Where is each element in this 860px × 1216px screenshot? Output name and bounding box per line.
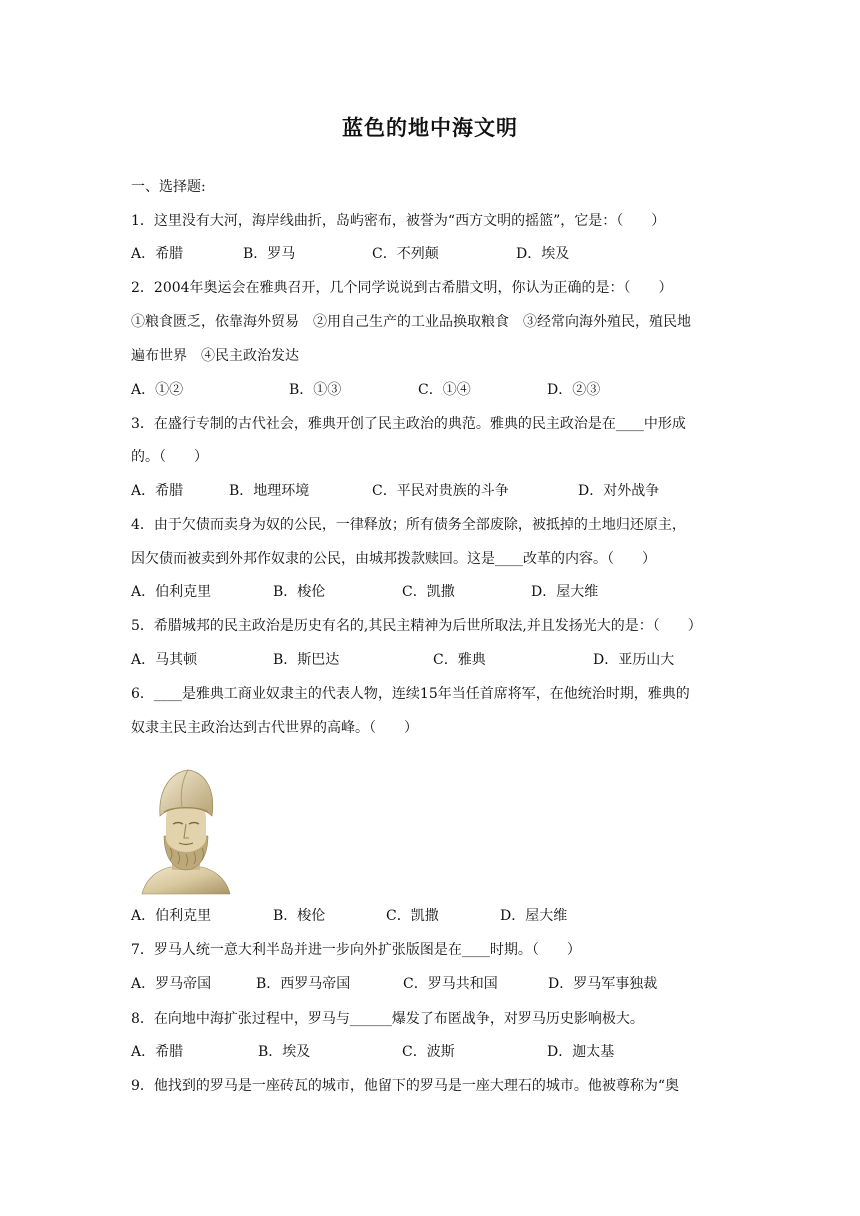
question-6-text-line2: 奴隶主民主政治达到古代世界的高峰。（ ） bbox=[131, 720, 418, 736]
question-1-option-c[interactable]: C．不列颠 bbox=[372, 246, 439, 262]
question-8-text: 8．在向地中海扩张过程中，罗马与______爆发了布匿战争，对罗马历史影响极大。 bbox=[131, 1011, 644, 1027]
question-5-option-c[interactable]: C．雅典 bbox=[433, 652, 486, 668]
question-6-option-b[interactable]: B．梭伦 bbox=[273, 908, 326, 924]
page-title: 蓝色的地中海文明 bbox=[342, 116, 518, 140]
question-8-option-c[interactable]: C．波斯 bbox=[402, 1044, 455, 1060]
question-9-text: 9．他找到的罗马是一座砖瓦的城市，他留下的罗马是一座大理石的城市。他被尊称为“奥 bbox=[131, 1078, 680, 1094]
question-5-option-a[interactable]: A．马其顿 bbox=[131, 652, 198, 668]
question-7-option-b[interactable]: B．西罗马帝国 bbox=[256, 976, 351, 992]
question-1-text: 1．这里没有大河，海岸线曲折，岛屿密布，被誉为“西方文明的摇篮”，它是：（ ） bbox=[131, 213, 666, 229]
question-3-option-c[interactable]: C．平民对贵族的斗争 bbox=[372, 483, 509, 499]
question-8-option-a[interactable]: A．希腊 bbox=[131, 1044, 184, 1060]
question-7-option-a[interactable]: A．罗马帝国 bbox=[131, 976, 212, 992]
question-4-option-b[interactable]: B．梭伦 bbox=[273, 584, 326, 600]
question-2-text-line3: 遍布世界 ④民主政治发达 bbox=[131, 348, 299, 364]
question-6-option-d[interactable]: D．屋大维 bbox=[500, 908, 568, 924]
pericles-bust-image bbox=[136, 766, 232, 896]
question-6-option-c[interactable]: C．凯撒 bbox=[386, 908, 439, 924]
question-1-option-d[interactable]: D．埃及 bbox=[516, 246, 570, 262]
question-6-option-a[interactable]: A．伯利克里 bbox=[131, 908, 212, 924]
question-3-option-d[interactable]: D．对外战争 bbox=[578, 483, 660, 499]
question-4-text: 4．由于欠债而卖身为奴的公民，一律释放；所有债务全部废除，被抵掉的土地归还原主， bbox=[131, 517, 686, 533]
section-heading: 一、选择题: bbox=[131, 179, 206, 195]
question-4-option-a[interactable]: A．伯利克里 bbox=[131, 584, 212, 600]
question-2-option-c[interactable]: C．①④ bbox=[418, 382, 471, 398]
question-2-text: 2．2004年奥运会在雅典召开，几个同学说说到古希腊文明，你认为正确的是：（ ） bbox=[131, 280, 673, 296]
question-4-option-c[interactable]: C．凯撒 bbox=[402, 584, 455, 600]
question-5-option-d[interactable]: D．亚历山大 bbox=[593, 652, 675, 668]
question-2-option-b[interactable]: B．①③ bbox=[289, 382, 342, 398]
question-1-option-a[interactable]: A．希腊 bbox=[131, 246, 184, 262]
question-8-option-b[interactable]: B．埃及 bbox=[258, 1044, 311, 1060]
question-3-option-b[interactable]: B．地理环境 bbox=[229, 483, 310, 499]
question-4-option-d[interactable]: D．屋大维 bbox=[531, 584, 599, 600]
question-4-text-line2: 因欠债而被卖到外邦作奴隶的公民，由城邦拨款赎回。这是____改革的内容。（ ） bbox=[131, 551, 656, 567]
question-6-text: 6．____是雅典工商业奴隶主的代表人物，连续15年当任首席将军，在他统治时期，雅典的 bbox=[131, 686, 690, 702]
question-7-option-d[interactable]: D．罗马军事独裁 bbox=[548, 976, 658, 992]
question-1-option-b[interactable]: B．罗马 bbox=[243, 246, 296, 262]
question-3-text-line2: 的。（ ） bbox=[131, 449, 208, 465]
question-7-text: 7．罗马人统一意大利半岛并进一步向外扩张版图是在____时期。（ ） bbox=[131, 942, 581, 958]
question-7-option-c[interactable]: C．罗马共和国 bbox=[403, 976, 498, 992]
question-2-option-a[interactable]: A．①② bbox=[131, 382, 184, 398]
question-8-option-d[interactable]: D．迦太基 bbox=[547, 1044, 615, 1060]
question-3-text: 3．在盛行专制的古代社会，雅典开创了民主政治的典范。雅典的民主政治是在____中形成 bbox=[131, 416, 686, 432]
question-2-option-d[interactable]: D．②③ bbox=[547, 382, 601, 398]
question-5-option-b[interactable]: B．斯巴达 bbox=[273, 652, 340, 668]
question-3-option-a[interactable]: A．希腊 bbox=[131, 483, 184, 499]
question-5-text: 5．希腊城邦的民主政治是历史有名的,其民主精神为后世所取法,并且发扬光大的是：（ ） bbox=[131, 618, 702, 634]
question-2-text-line2: ①粮食匮乏，依靠海外贸易 ②用自己生产的工业品换取粮食 ③经常向海外殖民，殖民地 bbox=[131, 314, 691, 330]
